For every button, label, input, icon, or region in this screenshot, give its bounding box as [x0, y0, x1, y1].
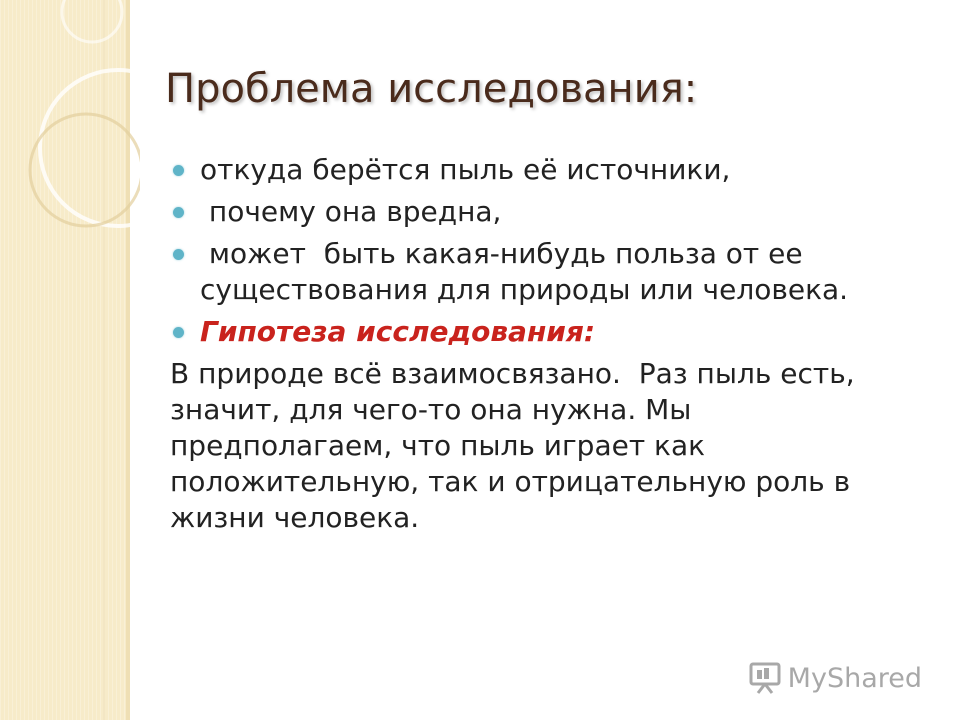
presentation-board-icon: [748, 662, 782, 694]
bullet-text: может быть какая-нибудь польза от ее существования для природы или человека.: [200, 237, 849, 306]
hypothesis-paragraph: В природе всё взаимосвязано. Раз пыль есть, значит, для чего-то она нужна. Мы предполагаем, что пыль играет как положительную, так и отрицательную роль в жизни человека.: [170, 357, 864, 534]
bullet-text: откуда берётся пыль её источники,: [200, 153, 731, 186]
hypothesis-label: Гипотеза исследования:: [200, 315, 596, 348]
bullet-list: [170, 152, 930, 350]
watermark-text: MyShared: [787, 662, 922, 694]
bullet-item-hypothesis: [170, 314, 930, 350]
bullet-item: [170, 236, 930, 308]
bullet-dot-icon: [173, 165, 184, 176]
bullet-dot-icon: [173, 207, 184, 218]
bullet-item: [170, 152, 930, 188]
bullet-text: почему она вредна,: [200, 195, 502, 228]
slide-title-text: Проблема исследования: [165, 66, 684, 112]
deco-circle-small: [62, 0, 122, 42]
slide-title-colon: :: [683, 66, 698, 112]
deco-circle-large: [40, 70, 140, 226]
decorative-circles: [0, 0, 140, 260]
bullet-dot-icon: [173, 327, 184, 338]
slide-title: [165, 66, 697, 112]
slide-content: [170, 152, 930, 536]
bullet-item: [170, 194, 930, 230]
bullet-dot-icon: [173, 249, 184, 260]
watermark: [748, 662, 922, 694]
deco-circle-inner: [30, 114, 140, 226]
